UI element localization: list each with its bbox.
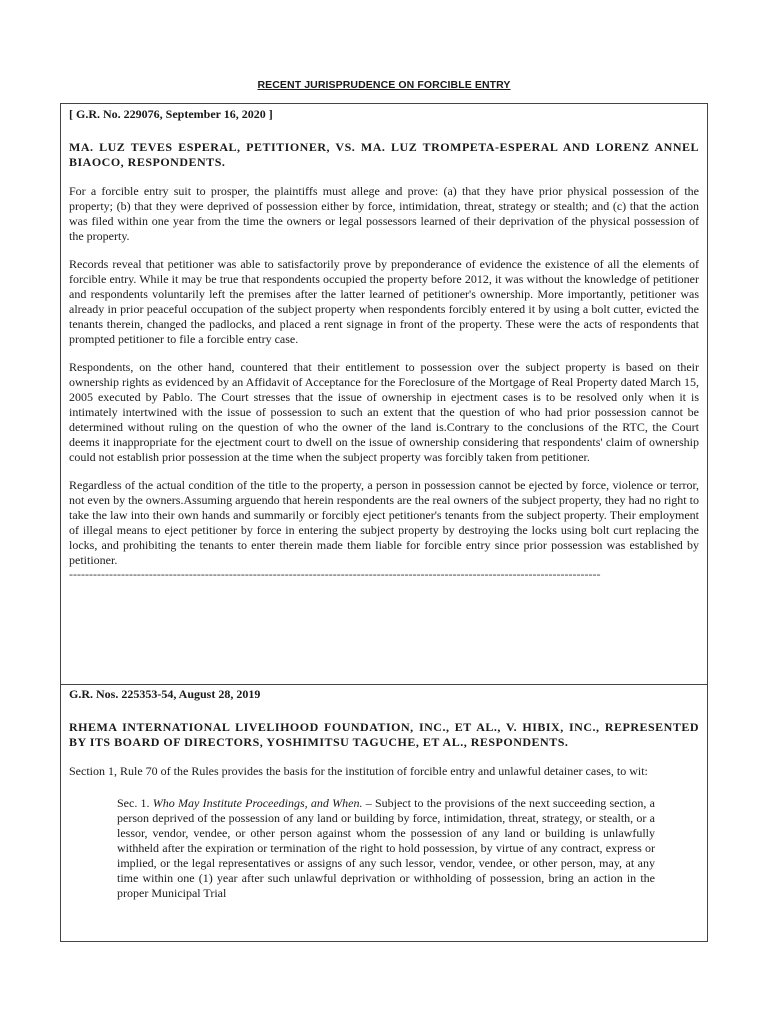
case-box-225353-54 [60,684,708,942]
case-citation: G.R. Nos. 225353-54, August 28, 2019 [69,687,261,701]
case-citation: [ G.R. No. 229076, September 16, 2020 ] [69,107,273,121]
case-paragraph: Section 1, Rule 70 of the Rules provides the basis for the institution of forcible entry and unlawful detainer cases, to wit: [69,764,648,778]
quote-heading: Who May Institute Proceedings, and When. [152,796,363,810]
case-paragraph: For a forcible entry suit to prosper, the plaintiffs must allege and prove: (a) that they have prior physical possession of the property; (b) that they were deprived of possession either by force, intimidation, threat, strategy or stealth; and (c) that the action was filed within one year from the time the owners or legal possessors learned of their deprivation of the physical possession of the property. [69,184,699,243]
section-divider: ------------------------------------------------------------------------------------------------------------------------------------- [69,567,601,581]
case-paragraph: Respondents, on the other hand, countered that their entitlement to possession over the subject property is based on their ownership rights as evidenced by an Affidavit of Acceptance for the Foreclosure of the Mortgage of Real Property dated March 15, 2005 executed by Pablo. The Court stresses that the issue of ownership in ejectment cases is to be resolved only when it is intimately intertwined with the issue of possession to such an extent that the question of who had prior possession cannot be determined without ruling on the question of who the owner of the land is.Contrary to the conclusions of the RTC, the Court deems it inappropriate for the ejectment court to dwell on the issue of ownership considering that respondents' claim of ownership could not establish prior possession at the time when the subject property was forcibly taken from petitioner. [69,360,699,464]
quote-prefix: Sec. 1. [117,796,153,810]
case-paragraph: Records reveal that petitioner was able to satisfactorily prove by preponderance of evidence the existence of all the elements of forcible entry. While it may be true that respondents occupied the property before 2012, it was without the knowledge of petitioner and respondents voluntarily left the premises after the latter learned of petitioner's ownership. More importantly, petitioner was already in prior peaceful occupation of the subject property when respondents forcibly entered it by using a bolt cutter, evicted the tenants therein, changed the padlocks, and placed a rent signage in front of the property. These were the acts of respondents that prompted petitioner to file a forcible entry case. [69,257,699,346]
case-parties: MA. LUZ TEVES ESPERAL, PETITIONER, VS. MA. LUZ TROMPETA-ESPERAL AND LORENZ ANNEL BIAOCO, RESPONDENTS. [69,140,699,169]
quote-body: – Subject to the provisions of the next succeeding section, a person deprived of the possession of any land or building by force, intimidation, threat, strategy, or stealth, or a lessor, vendor, vendee, or other person against whom the possession of any land or building is unlawfully withheld after the expiration or termination of the right to hold possession, by virtue of any contract, express or implied, or the legal representatives or assigns of any such lessor, vendor, vendee, or other person, may, at any time within one (1) year after such unlawful deprivation or withholding of possession, bring an action in the proper Municipal Trial [117,796,655,900]
case-parties: RHEMA INTERNATIONAL LIVELIHOOD FOUNDATION, INC., ET AL., V. HIBIX, INC., REPRESENTED BY ITS BOARD OF DIRECTORS, YOSHIMITSU TAGUCHE, ET AL., RESPONDENTS. [69,720,699,749]
page-title: RECENT JURISPRUDENCE ON FORCIBLE ENTRY [257,79,511,91]
case-paragraph: Regardless of the actual condition of the title to the property, a person in possession cannot be ejected by force, violence or terror, not even by the owners.Assuming arguendo that herein respondents are the real owners of the subject property, they had no right to take the law into their own hands and summarily or forcibly eject petitioner's tenants from the subject property. Their employment of illegal means to eject petitioner by force in entering the subject property by destroying the locks using bolt curt replacing the locks, and prohibiting the tenants to enter therein made them liable for forcible entry since prior possession was established by petitioner. [69,478,699,567]
case-box-229076 [60,103,708,685]
rule-quotation [117,796,699,901]
